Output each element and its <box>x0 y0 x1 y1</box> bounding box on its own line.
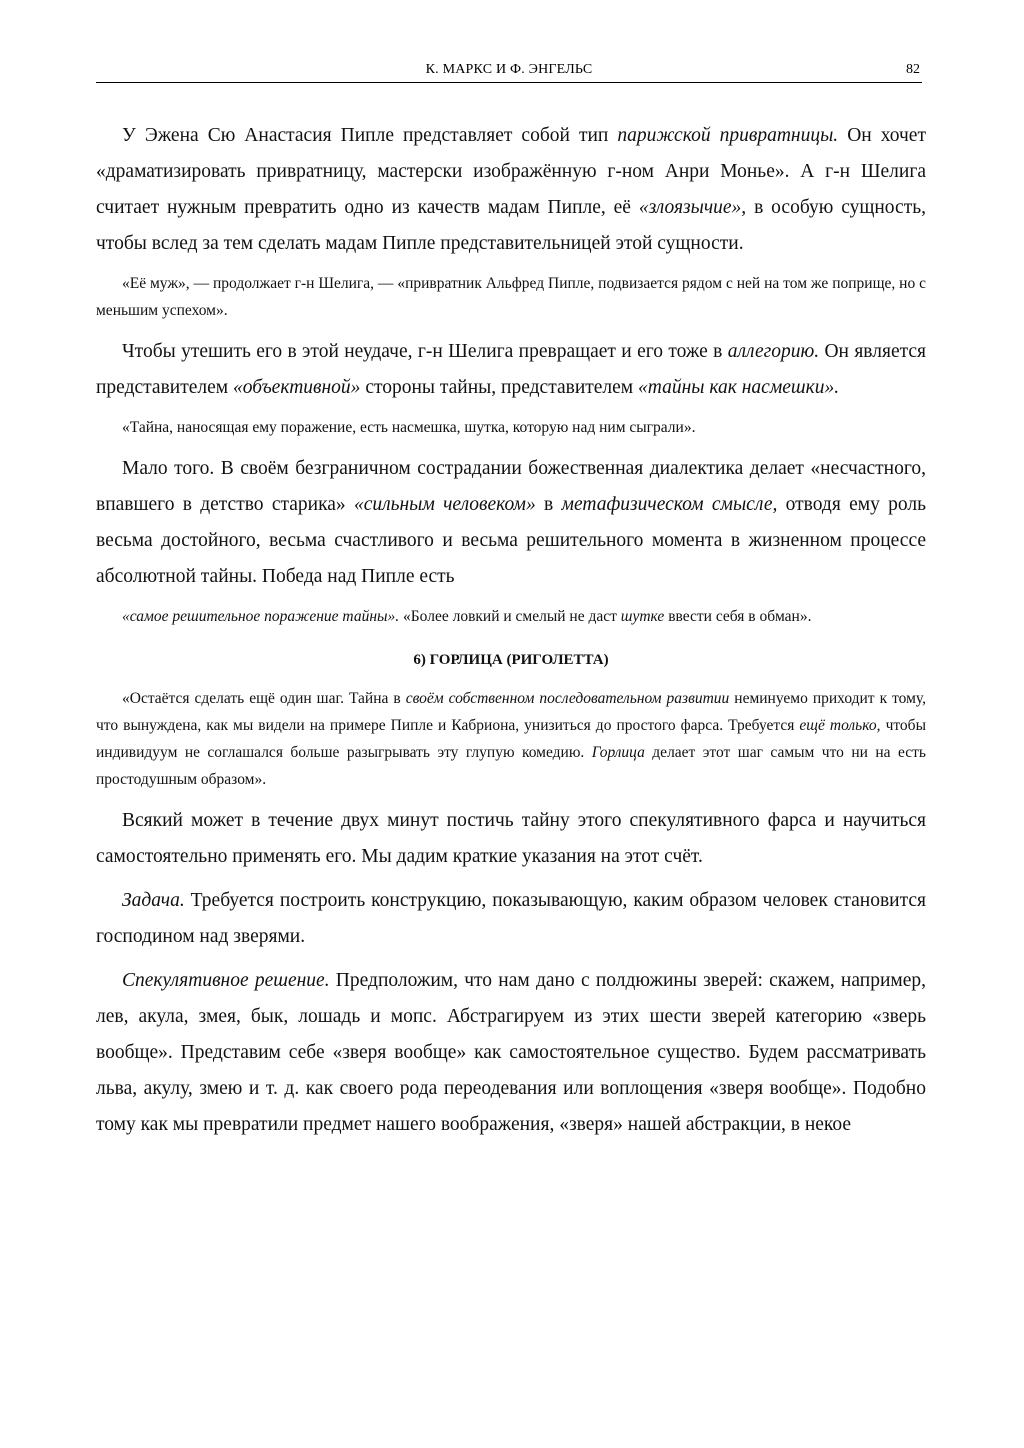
italic-run: «самое решительное поражение тайны». <box>122 608 400 625</box>
text-run: «Тайна, наносящая ему поражение, есть насмешка, шутка, которую над ним сыграли». <box>122 419 696 436</box>
text-run: Мало того. В своём безграничном сострадании божественная диалектика делает «несчастного, впавшего в детство старика» <box>96 458 926 515</box>
text-run: неминуемо приходит к тому, что вынуждена, как мы видели на примере Пипле и Кабриона, унизиться до простого фарса. Требуется <box>96 690 926 734</box>
text-run: Предположим, что нам дано с полдюжины зверей: скажем, например, лев, акула, змея, бык, лошадь и мопс. Абстрагируем из этих шести зверей категорию «зверь вообще». Представим себе «зверя вообще» как самостоятельное существо. Будем рассматривать льва, акулу, змею и т. д. как своего рода переодевания или воплощения «зверя вообще». Подобно тому как мы превратили предмет нашего воображения, «зверя» нашей абстракции, в некое <box>96 970 926 1135</box>
text-run: стороны тайны, представителем <box>360 377 639 398</box>
italic-run: парижской привратницы. <box>617 125 839 146</box>
quote-3 <box>96 603 926 630</box>
paragraph-4 <box>96 803 926 875</box>
italic-run: ещё только, <box>799 717 881 734</box>
text-run: Всякий может в течение двух минут постичь тайну этого спекулятивного фарса и научиться самостоятельно применять его. Мы дадим краткие указания на этот счёт. <box>96 810 926 867</box>
italic-run: метафизическом смысле, <box>561 494 778 515</box>
text-run: Чтобы утешить его в этой неудаче, г-н Шелига превращает и его тоже в <box>122 341 728 362</box>
quote-4 <box>96 685 926 793</box>
italic-run: «злоязычие», <box>638 197 747 218</box>
quote-2 <box>96 414 926 441</box>
paragraph-5 <box>96 883 926 955</box>
text-run: в <box>535 494 562 515</box>
section-heading: 6) ГОРЛИЦА (РИГОЛЕТТА) <box>413 652 609 668</box>
paragraph-2 <box>96 334 926 406</box>
text-run: Требуется построить конструкцию, показывающую, каким образом человек становится господином над зверями. <box>96 890 926 947</box>
italic-run: Горлица <box>591 744 645 761</box>
running-title: К. МАРКС И Ф. ЭНГЕЛЬС <box>425 62 593 77</box>
paragraph-6 <box>96 963 926 1143</box>
italic-run: своём собственном последовательном развитии <box>405 690 730 707</box>
text-run: делает этот шаг самым что ни на есть простодушным образом». <box>96 744 926 788</box>
italic-run: «объективной» <box>233 377 361 398</box>
italic-run: Задача. <box>122 890 185 911</box>
text-run: чтобы индивидуум не соглашался больше разыгрывать эту глупую комедию. <box>96 717 926 761</box>
italic-run: «сильным человеком» <box>353 494 536 515</box>
italic-run: шутке <box>620 608 665 625</box>
italic-run: Спекулятивное решение. <box>122 970 330 991</box>
page-header <box>96 60 922 83</box>
text-run: в особую сущность, чтобы вслед за тем сделать мадам Пипле представительницей этой сущности. <box>96 197 926 254</box>
page-number: 82 <box>906 62 920 77</box>
text-run: «Более ловкий и смелый не даст <box>399 608 621 625</box>
italic-run: аллегорию. <box>727 341 820 362</box>
text-run: У Эжена Сю Анастасия Пипле представляет собой тип <box>122 125 618 146</box>
paragraph-1 <box>96 118 926 262</box>
text-run: Он является представителем <box>96 341 926 398</box>
paragraph-3 <box>96 451 926 595</box>
text-run: «Остаётся сделать ещё один шаг. Тайна в <box>122 690 406 707</box>
text-run: Он хочет «драматизировать привратницу, мастерски изображённую г-ном Анри Монье». А г-н Шелига считает нужным превратить одно из качеств мадам Пипле, её <box>96 125 926 218</box>
quote-1 <box>96 270 926 324</box>
text-run: отводя ему роль весьма достойного, весьма счастливого и весьма решительного момента в жизненном процессе абсолютной тайны. Победа над Пипле есть <box>96 494 927 587</box>
italic-run: «тайны как насмешки». <box>638 377 840 398</box>
text-run: ввести себя в обман». <box>664 608 812 625</box>
text-run: «Её муж», — продолжает г-н Шелига, — «привратник Альфред Пипле, подвизается рядом с ней на том же поприще, но с меньшим успехом». <box>96 275 926 319</box>
page-body <box>96 118 926 1151</box>
